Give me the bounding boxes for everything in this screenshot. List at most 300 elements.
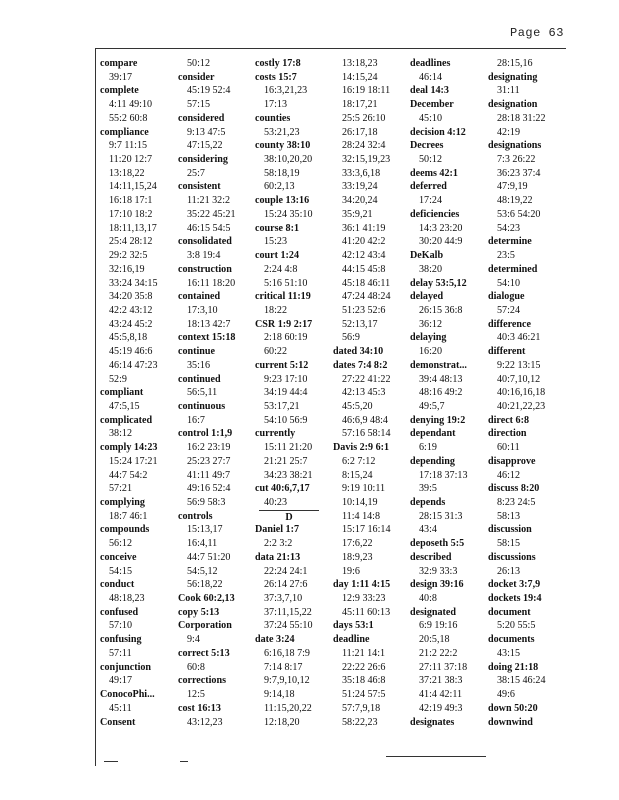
index-reference: 50:12 [187,58,210,69]
index-reference: 48:16 49:2 [419,387,463,399]
index-term: compliance [100,126,149,138]
index-column-5 [410,57,468,729]
index-term: consolidated [178,236,232,248]
index-reference: 40:7,10,12 [497,373,541,385]
index-term: Decrees [410,140,444,152]
index-term: direct 6:8 [488,414,530,426]
index-reference: 32:15,19,23 [342,154,391,166]
index-reference: 57:21 [109,483,132,495]
index-reference: 14:3 23:20 [419,222,463,234]
index-reference: 57:7,9,18 [342,702,381,714]
index-reference: 12:5 [187,689,205,701]
index-reference: 10:14,19 [342,497,378,508]
index-reference: 9:13 47:5 [187,126,226,138]
index-reference: 16:18 17:1 [109,195,153,207]
index-term: CSR 1:9 2:17 [255,318,313,330]
index-term: continuous [178,400,226,412]
index-term: day 1:11 4:15 [333,579,391,591]
index-term: depending [410,455,455,467]
index-term: document [488,606,531,618]
index-reference: 2:18 60:19 [264,332,308,344]
index-reference: 15:24 35:10 [264,208,313,220]
index-reference: 46:14 47:23 [109,359,158,371]
index-reference: 54:15 [109,565,132,577]
index-reference: 41:20 42:2 [342,236,386,248]
index-reference: 6:2 7:12 [342,455,376,467]
index-reference: 34:20 35:8 [109,291,153,303]
index-reference: 37:21 38:3 [419,675,463,687]
index-term: documents [488,634,535,646]
index-term: confused [100,606,139,618]
page-number: Page 63 [510,26,564,40]
index-reference: 50:12 [419,154,442,166]
index-reference: 18:7 46:1 [109,510,148,522]
index-reference: 57:11 [109,647,132,659]
index-term: docket 3:7,9 [488,579,541,591]
index-reference: 32:16,19 [109,263,145,275]
index-term: copy 5:13 [178,606,220,618]
index-reference: 28:15,16 [497,58,533,69]
index-term: determined [488,263,538,275]
index-term: delay 53:5,12 [410,277,467,289]
index-reference: 56:9 [342,332,360,344]
index-reference: 40:21,22,23 [497,400,546,412]
index-reference: 11:15,20,22 [264,702,312,714]
index-reference: 41:4 42:11 [419,689,463,701]
index-column-3 [255,57,319,729]
index-term: court 1:24 [255,250,300,262]
index-reference: 60:22 [264,346,287,358]
index-reference: 35:18 46:8 [342,675,386,687]
index-term: conjunction [100,661,152,673]
index-reference: 37:3,7,10 [264,593,303,605]
index-reference: 40:8 [419,593,437,605]
index-reference: 4:11 49:10 [109,99,153,111]
index-reference: 12:18,20 [264,716,300,728]
index-reference: 12:9 33:23 [342,593,386,605]
index-term: considered [178,112,225,124]
index-term: compounds [100,524,150,536]
index-term: dialogue [488,291,525,303]
index-reference: 2:2 3:2 [264,538,293,550]
index-term: comply 14:23 [100,442,158,454]
index-reference: 46:15 54:5 [187,222,231,234]
index-reference: 53:6 54:20 [497,208,541,220]
index-reference: 45:19 46:6 [109,346,153,358]
index-term: described [410,551,452,563]
index-reference: 53:21,23 [264,126,300,138]
index-term: Corporation [178,620,232,632]
index-reference: 5:20 55:5 [497,620,536,632]
index-term: controls [178,510,213,522]
index-reference: 57:24 [497,304,520,316]
index-reference: 35:22 45:21 [187,208,236,220]
index-term: designated [410,606,456,618]
index-term: direction [488,428,527,440]
index-reference: 48:19,22 [497,195,533,207]
index-reference: 7:3 26:22 [497,154,536,166]
index-reference: 43:15 [497,647,520,659]
index-reference: 60:11 [497,442,520,454]
index-reference: 49:17 [109,675,132,687]
index-reference: 27:11 37:18 [419,661,468,673]
index-reference: 20:5,18 [419,634,450,646]
index-term: deadlines [410,58,451,69]
index-term: cost 16:13 [178,702,221,714]
index-reference: 15:11 21:20 [264,442,313,454]
index-reference: 58:22,23 [342,716,378,728]
index-reference: 49:6 [497,689,515,701]
index-reference: 46:6,9 48:4 [342,414,388,426]
index-reference: 7:14 8:17 [264,661,303,673]
index-reference: 9:22 13:15 [497,359,541,371]
index-term: deadline [333,634,370,646]
index-reference: 26:14 27:6 [264,579,308,591]
index-reference: 17:24 [419,195,442,207]
index-reference: 46:14 [419,71,442,83]
index-reference: 42:12 43:4 [342,250,386,262]
index-term: December [410,99,454,111]
index-reference: 56:9 58:3 [187,497,226,508]
index-reference: 6:19 [419,442,437,454]
index-reference: 16:3,21,23 [264,85,308,97]
index-reference: 25:7 [187,167,205,179]
index-reference: 38:15 46:24 [497,675,546,687]
index-reference: 16:4,11 [187,538,218,550]
index-reference: 36:1 41:19 [342,222,386,234]
index-reference: 38:12 [109,428,132,440]
index-reference: 16:19 18:11 [342,85,391,97]
index-term: delayed [410,291,444,303]
index-reference: 45:19 52:4 [187,85,231,97]
index-term: denying 19:2 [410,414,466,426]
index-reference: 15:23 [264,236,287,248]
index-term: deferred [410,181,447,193]
index-term: different [488,346,526,358]
index-reference: 57:10 [109,620,132,632]
section-letter: D [259,510,319,524]
index-term: couple 13:16 [255,195,310,207]
index-term: considering [178,154,228,166]
index-reference: 57:15 [187,99,210,111]
index-term: course 8:1 [255,222,300,234]
index-reference: 18:17,21 [342,99,378,111]
index-term: cut 40:6,7,17 [255,483,310,495]
index-reference: 54:23 [497,222,520,234]
index-term: determine [488,236,532,248]
index-term: decision 4:12 [410,126,466,138]
index-reference: 52:13,17 [342,318,378,330]
index-reference: 45:5,20 [342,400,373,412]
index-reference: 3:8 19:4 [187,250,221,262]
index-reference: 56:5,11 [187,387,218,399]
index-term: discussions [488,551,536,563]
index-reference: 39:5 [419,483,437,495]
index-reference: 8:23 24:5 [497,497,536,508]
index-reference: 45:5,8,18 [109,332,148,344]
index-term: complete [100,85,139,97]
index-reference: 51:24 57:5 [342,689,386,701]
index-reference: 42:2 43:12 [109,304,153,316]
index-reference: 37:11,15,22 [264,606,312,618]
index-column-4 [333,57,391,729]
index-reference: 42:19 49:3 [419,702,463,714]
index-term: data 21:13 [255,551,301,563]
index-reference: 60:2,13 [264,181,295,193]
index-reference: 9:4 [187,634,200,646]
index-reference: 36:23 37:4 [497,167,541,179]
index-reference: 48:18,23 [109,593,145,605]
index-column-1 [100,57,158,729]
index-reference: 6:9 19:16 [419,620,458,632]
index-reference: 16:2 23:19 [187,442,231,454]
index-reference: 21:21 25:7 [264,455,308,467]
index-term: context 15:18 [178,332,236,344]
index-column-2 [178,57,236,729]
index-reference: 26:17,18 [342,126,378,138]
index-reference: 55:2 60:8 [109,112,148,124]
index-term: dependant [410,428,456,440]
index-reference: 54:10 [497,277,520,289]
index-reference: 49:16 52:4 [187,483,231,495]
index-term: confusing [100,634,142,646]
index-reference: 15:13,17 [187,524,223,536]
index-term: deal 14:3 [410,85,449,97]
index-reference: 43:24 45:2 [109,318,153,330]
index-reference: 33:19,24 [342,181,378,193]
index-reference: 34:23 38:21 [264,469,313,481]
index-reference: 39:17 [109,71,132,83]
index-reference: 33:3,6,18 [342,167,381,179]
index-reference: 51:23 52:6 [342,304,386,316]
index-reference: 42:13 45:3 [342,387,386,399]
index-term: date 3:24 [255,634,295,646]
index-reference: 40:23 [264,497,287,508]
index-reference: 13:18,22 [109,167,145,179]
index-term: deposeth 5:5 [410,538,465,550]
index-term: Davis 2:9 6:1 [333,442,390,454]
index-term: correct 5:13 [178,647,230,659]
index-term: difference [488,318,531,330]
index-reference: 58:13 [497,510,520,522]
footer-rule-left [104,761,118,762]
index-reference: 11:4 14:8 [342,510,381,522]
index-term: designation [488,99,538,111]
index-reference: 18:9,23 [342,551,373,563]
index-term: designations [488,140,542,152]
index-reference: 27:22 41:22 [342,373,391,385]
index-term: deems 42:1 [410,167,458,179]
index-reference: 25:5 26:10 [342,112,386,124]
index-reference: 45:18 46:11 [342,277,391,289]
index-reference: 28:24 32:4 [342,140,386,152]
index-reference: 25:23 27:7 [187,455,231,467]
index-reference: 17:13 [264,99,287,111]
index-reference: 58:18,19 [264,167,300,179]
index-reference: 11:20 12:7 [109,154,153,166]
index-reference: 26:13 [497,565,520,577]
index-reference: 56:12 [109,538,132,550]
index-reference: 34:19 44:4 [264,387,308,399]
index-reference: 60:8 [187,661,205,673]
index-reference: 38:20 [419,263,442,275]
index-reference: 54:10 56:9 [264,414,308,426]
index-term: discuss 8:20 [488,483,540,495]
index-term: design 39:16 [410,579,464,591]
index-term: doing 21:18 [488,661,539,673]
index-term: designating [488,71,538,83]
index-reference: 6:16,18 7:9 [264,647,310,659]
index-term: currently [255,428,296,440]
index-reference: 13:18,23 [342,58,378,69]
index-reference: 16:20 [419,346,442,358]
index-reference: 23:5 [497,250,515,262]
index-term: ConocoPhi... [100,689,155,701]
index-reference: 49:5,7 [419,400,445,412]
footer-rule-mid [180,761,188,762]
index-reference: 16:11 18:20 [187,277,236,289]
index-reference: 34:20,24 [342,195,378,207]
index-reference: 43:12,23 [187,716,223,728]
index-term: construction [178,263,232,275]
index-reference: 52:9 [109,373,127,385]
index-reference: 8:15,24 [342,469,373,481]
index-term: demonstrat... [410,359,467,371]
index-reference: 47:24 48:24 [342,291,391,303]
index-reference: 15:24 17:21 [109,455,158,467]
index-term: DeKalb [410,250,444,262]
index-term: days 53:1 [333,620,374,632]
index-reference: 45:11 60:13 [342,606,391,618]
index-reference: 41:11 49:7 [187,469,231,481]
index-term: down 50:20 [488,702,538,714]
index-reference: 5:16 51:10 [264,277,308,289]
index-reference: 2:24 4:8 [264,263,298,275]
index-reference: 46:12 [497,469,520,481]
index-reference: 47:15,22 [187,140,223,152]
index-reference: 37:24 55:10 [264,620,313,632]
index-column-6 [488,57,546,729]
index-reference: 40:16,16,18 [497,387,546,399]
index-reference: 44:7 51:20 [187,551,231,563]
index-term: downwind [488,716,533,728]
index-reference: 43:4 [419,524,437,536]
index-reference: 33:24 34:15 [109,277,158,289]
index-term: current 5:12 [255,359,309,371]
index-reference: 56:18,22 [187,579,223,591]
footer-rule-right [386,756,486,757]
index-term: control 1:1,9 [178,428,233,440]
index-reference: 18:22 [264,304,287,316]
index-term: Consent [100,716,136,728]
index-reference: 22:24 24:1 [264,565,308,577]
index-reference: 17:18 37:13 [419,469,468,481]
index-reference: 53:17,21 [264,400,300,412]
index-reference: 9:14,18 [264,689,295,701]
index-term: discussion [488,524,532,536]
index-reference: 14:11,15,24 [109,181,157,193]
index-reference: 18:11,13,17 [109,222,157,234]
index-term: dockets 19:4 [488,593,542,605]
index-reference: 28:15 31:3 [419,510,463,522]
index-reference: 15:17 16:14 [342,524,391,536]
index-reference: 19:6 [342,565,360,577]
index-term: continued [178,373,221,385]
index-reference: 18:13 42:7 [187,318,231,330]
index-reference: 38:10,20,20 [264,154,313,166]
index-term: Cook 60:2,13 [178,593,235,605]
index-reference: 11:21 14:1 [342,647,386,659]
index-reference: 35:16 [187,359,210,371]
index-reference: 40:3 46:21 [497,332,541,344]
index-term: deficiencies [410,208,460,220]
index-term: designates [410,716,455,728]
index-term: critical 11:19 [255,291,311,303]
index-term: complicated [100,414,153,426]
index-reference: 9:19 10:11 [342,483,386,495]
index-reference: 45:10 [419,112,442,124]
index-reference: 54:5,12 [187,565,218,577]
index-reference: 17:10 18:2 [109,208,153,220]
index-term: delaying [410,332,447,344]
index-reference: 44:7 54:2 [109,469,148,481]
index-term: counties [255,112,291,124]
index-reference: 25:4 28:12 [109,236,153,248]
index-reference: 16:7 [187,414,205,426]
index-reference: 45:11 [109,702,132,714]
index-term: continue [178,346,216,358]
index-reference: 29:2 32:5 [109,250,148,262]
index-reference: 44:15 45:8 [342,263,386,275]
index-reference: 47:5,15 [109,400,140,412]
index-reference: 9:7,9,10,12 [264,675,310,687]
index-term: costs 15:7 [255,71,297,83]
index-term: contained [178,291,221,303]
index-term: compliant [100,387,144,399]
index-reference: 35:9,21 [342,208,373,220]
index-term: consider [178,71,215,83]
index-reference: 57:16 58:14 [342,428,391,440]
index-reference: 39:4 48:13 [419,373,463,385]
index-reference: 32:9 33:3 [419,565,458,577]
index-reference: 14:15,24 [342,71,378,83]
index-term: dated 34:10 [333,346,384,358]
index-term: county 38:10 [255,140,311,152]
index-term: costly 17:8 [255,58,301,69]
index-term: depends [410,497,446,508]
index-reference: 9:7 11:15 [109,140,148,152]
index-term: disapprove [488,455,536,467]
index-reference: 31:11 [497,85,520,97]
index-term: consistent [178,181,221,193]
index-reference: 17:6,22 [342,538,373,550]
index-reference: 28:18 31:22 [497,112,546,124]
index-reference: 58:15 [497,538,520,550]
index-term: conduct [100,579,135,591]
index-reference: 11:21 32:2 [187,195,231,207]
index-term: corrections [178,675,227,687]
index-reference: 9:23 17:10 [264,373,308,385]
index-reference: 17:3,10 [187,304,218,316]
index-term: complying [100,497,145,508]
index-reference: 26:15 36:8 [419,304,463,316]
index-term: conceive [100,551,137,563]
index-reference: 22:22 26:6 [342,661,386,673]
index-reference: 21:2 22:2 [419,647,458,659]
index-reference: 36:12 [419,318,442,330]
index-term: compare [100,58,138,69]
index-reference: 42:19 [497,126,520,138]
